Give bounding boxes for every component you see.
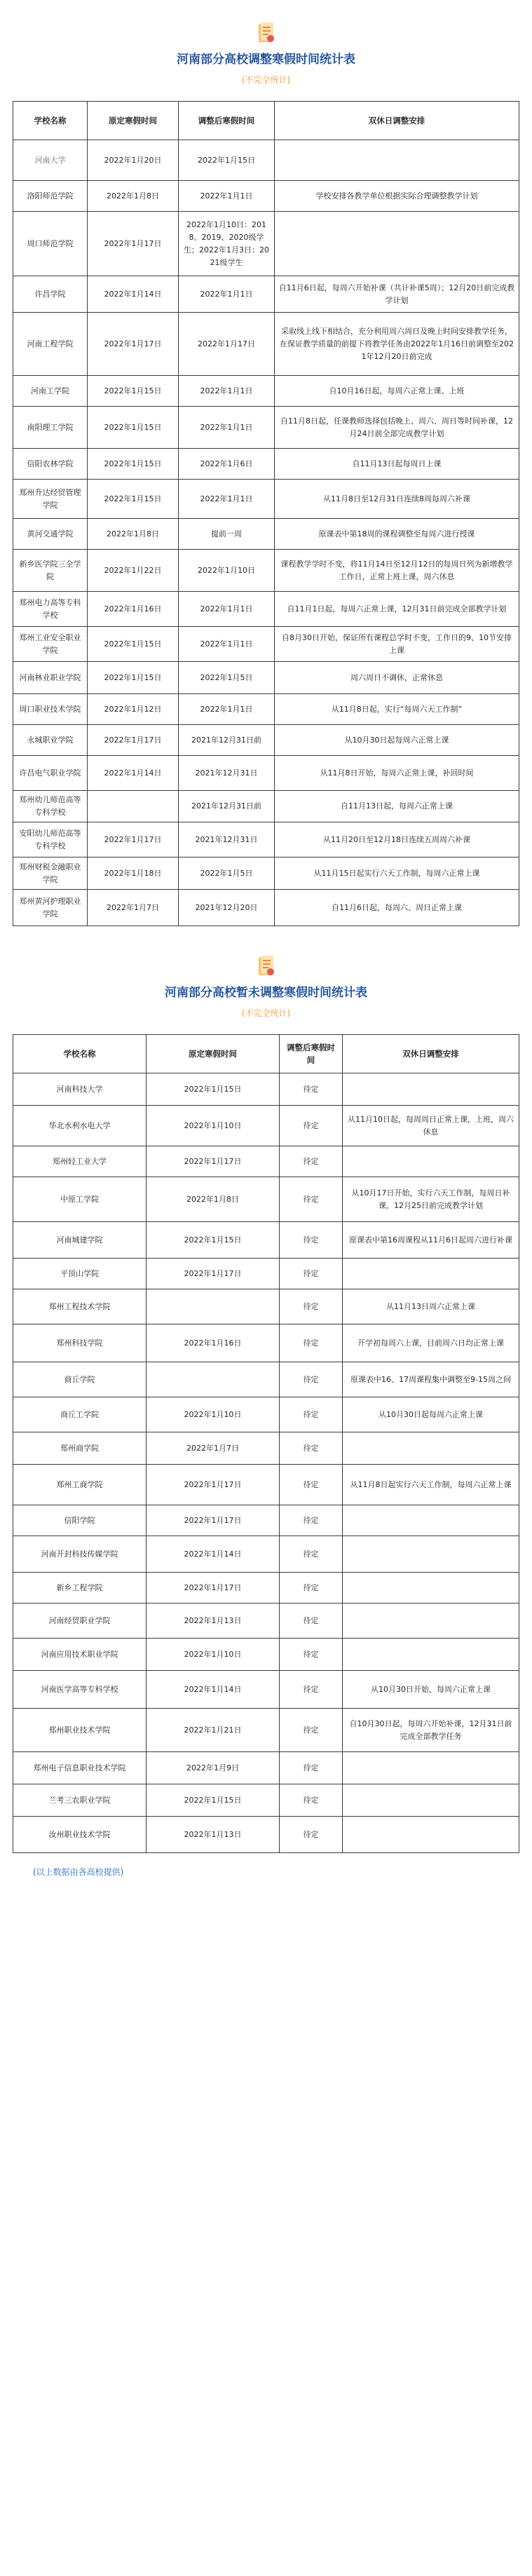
table-row (13, 822, 519, 857)
cell-school: 周口职业技术学院 (13, 694, 88, 725)
cell-original-date: 2022年1月8日 (88, 519, 179, 550)
cell-adjusted-date: 待定 (280, 1073, 343, 1106)
cell-weekend-arrangement (343, 1536, 519, 1573)
table-row (13, 725, 519, 756)
cell-adjusted-date: 待定 (280, 1817, 343, 1853)
cell-adjusted-date: 2021年12月31日前 (179, 725, 275, 756)
cell-adjusted-date: 待定 (280, 1709, 343, 1752)
unadjusted-table-body (13, 1073, 519, 1853)
cell-school: 郑州黄河护理职业学院 (13, 890, 88, 926)
cell-weekend-arrangement (343, 1073, 519, 1106)
cell-original-date: 2022年1月15日 (146, 1784, 280, 1817)
table-row (13, 181, 519, 212)
cell-adjusted-date: 待定 (280, 1505, 343, 1536)
cell-adjusted-date: 待定 (280, 1752, 343, 1784)
cell-school: 周口师范学院 (13, 212, 88, 276)
cell-school: 华北水利水电大学 (13, 1106, 146, 1146)
cell-weekend-arrangement (343, 1604, 519, 1639)
table-row (13, 791, 519, 822)
cell-adjusted-date: 2021年12月20日 (179, 890, 275, 926)
cell-school: 信阳农林学院 (13, 449, 88, 480)
cell-school: 河南医学高等专科学校 (13, 1671, 146, 1709)
cell-weekend-arrangement: 自11月6日起，每周六、周日正常上课 (275, 890, 519, 926)
document-icon (257, 21, 276, 45)
cell-adjusted-date: 2022年1月1日 (179, 592, 275, 627)
cell-school: 平顶山学院 (13, 1259, 146, 1289)
cell-original-date: 2022年1月17日 (88, 313, 179, 376)
table-row (13, 140, 519, 181)
cell-weekend-arrangement: 原课表中第18周的课程调整至每周六进行授课 (275, 519, 519, 550)
cell-adjusted-date: 2022年1月1日 (179, 276, 275, 313)
cell-school: 郑州商学院 (13, 1432, 146, 1465)
cell-original-date: 2022年1月17日 (88, 725, 179, 756)
table-row (13, 1177, 519, 1222)
cell-original-date: 2022年1月17日 (146, 1259, 280, 1289)
cell-school: 商丘工学院 (13, 1397, 146, 1432)
table-row (13, 1397, 519, 1432)
table-row (13, 1289, 519, 1324)
cell-weekend-arrangement: 学校安排各教学单位根据实际合理调整教学计划 (275, 181, 519, 212)
cell-adjusted-date: 待定 (280, 1432, 343, 1465)
cell-adjusted-date: 待定 (280, 1106, 343, 1146)
cell-original-date: 2022年1月8日 (146, 1177, 280, 1222)
cell-original-date: 2022年1月14日 (88, 756, 179, 791)
cell-school: 洛阳师范学院 (13, 181, 88, 212)
cell-weekend-arrangement: 自11月8日起，任课教师选择包括晚上、周六、周日等时间补课，12月24日前全部完成教学计划 (275, 407, 519, 449)
table-row (13, 1671, 519, 1709)
cell-school: 郑州工商学院 (13, 1465, 146, 1505)
cell-original-date: 2022年1月7日 (146, 1432, 280, 1465)
cell-weekend-arrangement: 从10月30日开始，每周六正常上课 (343, 1671, 519, 1709)
cell-school: 新乡医学院三全学院 (13, 550, 88, 592)
cell-adjusted-date: 待定 (280, 1465, 343, 1505)
section-title: 河南部分高校暂未调整寒假时间统计表 (165, 986, 367, 1000)
cell-original-date (88, 791, 179, 822)
cell-original-date: 2022年1月9日 (146, 1752, 280, 1784)
cell-original-date: 2022年1月17日 (88, 212, 179, 276)
cell-school: 郑州幼儿师范高等专科学校 (13, 791, 88, 822)
table-row (13, 1222, 519, 1259)
cell-original-date: 2022年1月17日 (146, 1573, 280, 1604)
table-header-row (13, 102, 519, 140)
table-row (13, 313, 519, 376)
table-row (13, 1432, 519, 1465)
cell-school: 河南开封科技传媒学院 (13, 1536, 146, 1573)
cell-adjusted-date: 2022年1月10日 (179, 550, 275, 592)
cell-weekend-arrangement (343, 1259, 519, 1289)
cell-original-date: 2022年1月13日 (146, 1604, 280, 1639)
cell-adjusted-date: 待定 (280, 1177, 343, 1222)
header-adjusted-date: 调整后寒假时间 (179, 102, 275, 140)
cell-original-date: 2022年1月17日 (88, 822, 179, 857)
cell-original-date: 2022年1月16日 (88, 592, 179, 627)
table-row (13, 1362, 519, 1397)
table-row (13, 1752, 519, 1784)
cell-weekend-arrangement: 从11月15日起实行六天工作制，每周六正常上课 (275, 857, 519, 890)
cell-school: 郑州升达经贸管理学院 (13, 480, 88, 519)
table-row (13, 1106, 519, 1146)
cell-weekend-arrangement: 自10月30日起，每周六开始补课，12月31日前完成全部教学任务 (343, 1709, 519, 1752)
table-row (13, 1709, 519, 1752)
cell-original-date: 2022年1月15日 (88, 376, 179, 407)
table-row (13, 1505, 519, 1536)
cell-weekend-arrangement: 自11月1日起，每周六正常上课，12月31日前完成全部教学计划 (275, 592, 519, 627)
cell-weekend-arrangement: 从11月8日至12月31日连续8周每周六补课 (275, 480, 519, 519)
cell-original-date: 2022年1月15日 (88, 480, 179, 519)
cell-original-date: 2022年1月10日 (146, 1639, 280, 1671)
cell-school: 永城职业学院 (13, 725, 88, 756)
cell-adjusted-date: 待定 (280, 1639, 343, 1671)
cell-adjusted-date: 2022年1月1日 (179, 376, 275, 407)
cell-adjusted-date: 待定 (280, 1324, 343, 1362)
cell-original-date: 2022年1月15日 (88, 449, 179, 480)
cell-original-date: 2022年1月17日 (146, 1505, 280, 1536)
cell-adjusted-date: 待定 (280, 1146, 343, 1177)
cell-original-date: 2022年1月8日 (88, 181, 179, 212)
cell-weekend-arrangement (343, 1817, 519, 1853)
header-school: 学校名称 (13, 102, 88, 140)
table-row (13, 519, 519, 550)
table-row (13, 1604, 519, 1639)
table-row (13, 1573, 519, 1604)
cell-original-date (146, 1362, 280, 1397)
table-row (13, 756, 519, 791)
table-row (13, 449, 519, 480)
cell-original-date: 2022年1月7日 (88, 890, 179, 926)
cell-adjusted-date: 2022年1月5日 (179, 662, 275, 694)
cell-weekend-arrangement: 自11月13日起，每周六正常上课 (275, 791, 519, 822)
cell-school: 河南应用技术职业学院 (13, 1639, 146, 1671)
cell-original-date: 2022年1月13日 (146, 1817, 280, 1853)
cell-weekend-arrangement: 原课表中16、17周课程集中调整至9-15周之间 (343, 1362, 519, 1397)
cell-school: 河南经贸职业学院 (13, 1604, 146, 1639)
cell-weekend-arrangement: 从11月8日起，实行“每周六天工作制” (275, 694, 519, 725)
cell-weekend-arrangement (343, 1639, 519, 1671)
cell-original-date: 2022年1月17日 (146, 1465, 280, 1505)
section-unadjusted (0, 926, 532, 1853)
cell-school: 河南工程学院 (13, 313, 88, 376)
cell-original-date: 2022年1月14日 (88, 276, 179, 313)
adjusted-table-body (13, 140, 519, 926)
adjusted-table (13, 101, 519, 926)
cell-school: 兰考三农职业学院 (13, 1784, 146, 1817)
table-row (13, 212, 519, 276)
cell-school: 郑州财税金融职业学院 (13, 857, 88, 890)
cell-weekend-arrangement (343, 1505, 519, 1536)
cell-school: 郑州工业安全职业学院 (13, 627, 88, 662)
table-row (13, 1784, 519, 1817)
cell-school: 郑州工程技术学院 (13, 1289, 146, 1324)
cell-adjusted-date: 2022年1月5日 (179, 857, 275, 890)
section-title: 河南部分高校调整寒假时间统计表 (177, 53, 355, 67)
cell-adjusted-date: 2022年1月10日：2018、2019、2020级学生；2022年1月3日：2021级学生 (179, 212, 275, 276)
cell-original-date: 2022年1月12日 (88, 694, 179, 725)
cell-weekend-arrangement: 从10月30日起每周六正常上课 (343, 1397, 519, 1432)
cell-school: 郑州轻工业大学 (13, 1146, 146, 1177)
cell-adjusted-date: 待定 (280, 1671, 343, 1709)
cell-original-date: 2022年1月15日 (146, 1073, 280, 1106)
table-row (13, 480, 519, 519)
cell-adjusted-date: 待定 (280, 1259, 343, 1289)
cell-weekend-arrangement: 周六周日不调休，正常休息 (275, 662, 519, 694)
header-weekend-arrangement: 双休日调整安排 (275, 102, 519, 140)
cell-weekend-arrangement (343, 1432, 519, 1465)
cell-weekend-arrangement (343, 1146, 519, 1177)
cell-weekend-arrangement: 课程教学学时不变，将11月14日至12月12日的每周日列为新增教学工作日，正常上班上课，周六休息 (275, 550, 519, 592)
cell-school: 河南林业职业学院 (13, 662, 88, 694)
table-row (13, 857, 519, 890)
cell-original-date: 2022年1月15日 (88, 407, 179, 449)
cell-school: 黄河交通学院 (13, 519, 88, 550)
table-row (13, 1073, 519, 1106)
cell-original-date: 2022年1月21日 (146, 1709, 280, 1752)
cell-school: 郑州科技学院 (13, 1324, 146, 1362)
cell-original-date: 2022年1月14日 (146, 1671, 280, 1709)
cell-weekend-arrangement (275, 140, 519, 181)
cell-weekend-arrangement (343, 1573, 519, 1604)
cell-weekend-arrangement: 自11月6日起，每周六开始补课（共计补课5周）；12月20日前完成教学计划 (275, 276, 519, 313)
cell-weekend-arrangement: 从11月8日起实行六天工作制，每周六正常上课 (343, 1465, 519, 1505)
table-row (13, 592, 519, 627)
cell-weekend-arrangement: 开学初每周六上课，目前周六日均正常上课 (343, 1324, 519, 1362)
cell-weekend-arrangement: 自11月13日起每周日上课 (275, 449, 519, 480)
table-row (13, 662, 519, 694)
cell-school: 商丘学院 (13, 1362, 146, 1397)
table-row (13, 1324, 519, 1362)
cell-school: 南阳理工学院 (13, 407, 88, 449)
cell-school: 河南城建学院 (13, 1222, 146, 1259)
cell-adjusted-date: 待定 (280, 1604, 343, 1639)
table-row (13, 627, 519, 662)
cell-original-date: 2022年1月10日 (146, 1106, 280, 1146)
cell-school: 安阳幼儿师范高等专科学校 (13, 822, 88, 857)
cell-weekend-arrangement: 自8月30日开始，保证所有课程总学时不变，工作日的9、10节安排上课 (275, 627, 519, 662)
cell-adjusted-date: 2021年12月31日 (179, 756, 275, 791)
table-row (13, 407, 519, 449)
table-row (13, 1536, 519, 1573)
cell-weekend-arrangement: 从11月8日开始，每周六正常上课，补回时间 (275, 756, 519, 791)
cell-original-date (146, 1289, 280, 1324)
cell-weekend-arrangement (275, 212, 519, 276)
cell-adjusted-date: 2022年1月1日 (179, 407, 275, 449)
cell-weekend-arrangement: 从11月13日周六正常上课 (343, 1289, 519, 1324)
cell-adjusted-date: 2022年1月15日 (179, 140, 275, 181)
cell-adjusted-date: 待定 (280, 1397, 343, 1432)
cell-weekend-arrangement: 采取线上线下相结合，充分利用周六周日及晚上时间安排教学任务，在保证教学质量的前提下将教学任务由2022年1月16日前调整至2021年12月20日前完成 (275, 313, 519, 376)
document-icon (257, 954, 276, 978)
cell-adjusted-date: 待定 (280, 1222, 343, 1259)
table-header-row (13, 1035, 519, 1073)
cell-school: 河南大学 (13, 140, 88, 181)
cell-original-date: 2022年1月20日 (88, 140, 179, 181)
cell-adjusted-date: 2022年1月6日 (179, 449, 275, 480)
cell-adjusted-date: 2022年1月1日 (179, 694, 275, 725)
cell-school: 河南科技大学 (13, 1073, 146, 1106)
cell-original-date: 2022年1月17日 (146, 1146, 280, 1177)
cell-adjusted-date: 待定 (280, 1362, 343, 1397)
cell-weekend-arrangement: 从10月17日开始，实行六天工作制，每周日补课。12月25日前完成教学计划 (343, 1177, 519, 1222)
cell-adjusted-date: 提前一周 (179, 519, 275, 550)
cell-weekend-arrangement: 原课表中第16周课程从11月6日起周六进行补课 (343, 1222, 519, 1259)
header-weekend-arrangement: 双休日调整安排 (343, 1035, 519, 1073)
cell-weekend-arrangement: 从10月30日起每周六正常上课 (275, 725, 519, 756)
cell-adjusted-date: 2022年1月1日 (179, 181, 275, 212)
cell-adjusted-date: 待定 (280, 1536, 343, 1573)
table-row (13, 1639, 519, 1671)
cell-original-date: 2022年1月10日 (146, 1397, 280, 1432)
cell-adjusted-date: 待定 (280, 1289, 343, 1324)
table-row (13, 550, 519, 592)
cell-weekend-arrangement: 自10月16日起，每周六正常上课、上班 (275, 376, 519, 407)
header-school: 学校名称 (13, 1035, 146, 1073)
unadjusted-table (13, 1034, 519, 1853)
cell-school: 信阳学院 (13, 1505, 146, 1536)
section-note: (不完全统计) (241, 75, 291, 85)
table-row (13, 1259, 519, 1289)
cell-weekend-arrangement: 从11月10日起，每周周日正常上课，上班，周六休息 (343, 1106, 519, 1146)
cell-original-date: 2022年1月22日 (88, 550, 179, 592)
section-adjusted (0, 0, 532, 926)
cell-adjusted-date: 2022年1月1日 (179, 480, 275, 519)
cell-school: 郑州电子信息职业技术学院 (13, 1752, 146, 1784)
header-adjusted-date: 调整后寒假时间 (280, 1035, 343, 1073)
cell-school: 许昌电气职业学院 (13, 756, 88, 791)
cell-school: 郑州职业技术学院 (13, 1709, 146, 1752)
table-row (13, 276, 519, 313)
header-original-date: 原定寒假时间 (146, 1035, 280, 1073)
cell-adjusted-date: 待定 (280, 1784, 343, 1817)
table-row (13, 1817, 519, 1853)
cell-school: 新乡工程学院 (13, 1573, 146, 1604)
cell-original-date: 2022年1月14日 (146, 1536, 280, 1573)
cell-weekend-arrangement (343, 1784, 519, 1817)
cell-school: 汝州职业技术学院 (13, 1817, 146, 1853)
cell-original-date: 2022年1月16日 (146, 1324, 280, 1362)
table-row (13, 1465, 519, 1505)
cell-original-date: 2022年1月15日 (88, 627, 179, 662)
cell-original-date: 2022年1月15日 (146, 1222, 280, 1259)
cell-school: 许昌学院 (13, 276, 88, 313)
cell-school: 河南工学院 (13, 376, 88, 407)
cell-original-date: 2022年1月18日 (88, 857, 179, 890)
cell-adjusted-date: 待定 (280, 1573, 343, 1604)
section-note: (不完全统计) (241, 1008, 291, 1018)
cell-original-date: 2022年1月15日 (88, 662, 179, 694)
cell-adjusted-date: 2022年1月17日 (179, 313, 275, 376)
header-original-date: 原定寒假时间 (88, 102, 179, 140)
cell-school: 中原工学院 (13, 1177, 146, 1222)
cell-weekend-arrangement: 从11月20日至12月18日连续五周周六补课 (275, 822, 519, 857)
cell-adjusted-date: 2021年12月31日 (179, 822, 275, 857)
source-footnote: (以上数据由各高校提供) (33, 1867, 124, 1877)
cell-adjusted-date: 2021年12月31日前 (179, 791, 275, 822)
table-row (13, 890, 519, 926)
cell-adjusted-date: 2022年1月1日 (179, 627, 275, 662)
cell-school: 郑州电力高等专科学校 (13, 592, 88, 627)
table-row (13, 1146, 519, 1177)
table-row (13, 376, 519, 407)
cell-weekend-arrangement (343, 1752, 519, 1784)
table-row (13, 694, 519, 725)
